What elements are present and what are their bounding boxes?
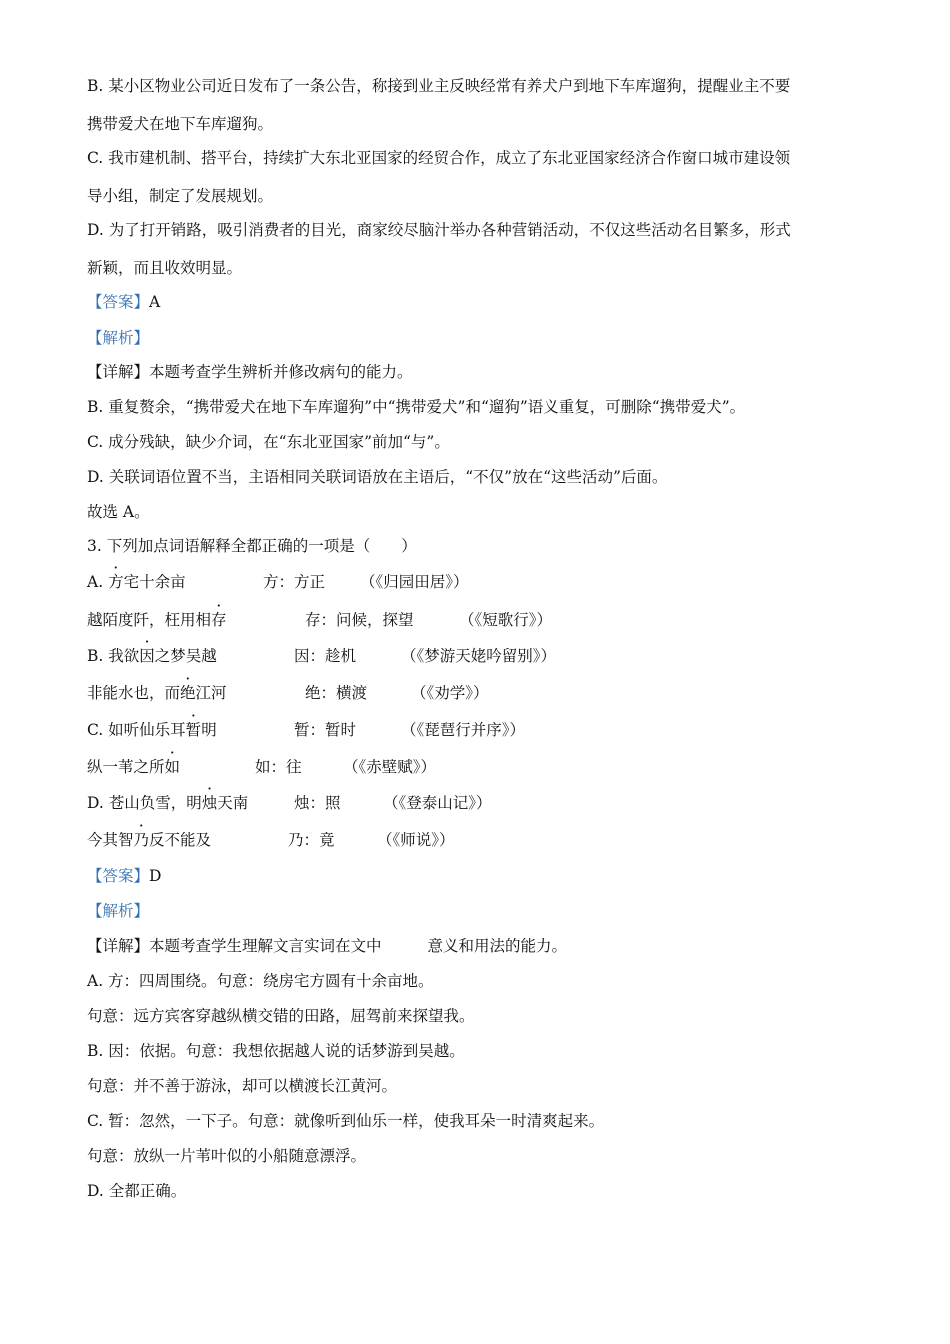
row-source: （《短歌行》） (459, 611, 553, 629)
answer-tag: 【答案】 (87, 867, 150, 885)
q3-row (87, 683, 489, 703)
row-text: 越陌度阡，枉用相 (87, 611, 212, 629)
row-text: B. 我欲 (87, 647, 140, 665)
dotted-word: 存 (211, 611, 227, 629)
row-meaning: 烛：照 (294, 794, 341, 812)
row-text: 明 (201, 721, 217, 739)
q3-row (87, 830, 455, 850)
answer-value: D (149, 867, 162, 885)
row-text: 天南 (217, 794, 249, 812)
dotted-word: 因 (139, 647, 155, 665)
row-text: D. 苍山负雪，明 (87, 794, 202, 812)
q3-explain: D. 全都正确。 (87, 1182, 187, 1200)
detail-text: 本题考查学生辨析并修改病句的能力。 (149, 363, 413, 381)
q3-analysis-tag: 【解析】 (87, 902, 150, 920)
dotted-word: 方 (108, 573, 124, 591)
q3-explain: 句意：远方宾客穿越纵横交错的田路，屈驾前来探望我。 (87, 1007, 475, 1025)
q3-stem: 3. 下列加点词语解释全都正确的一项是（ ） (87, 537, 417, 555)
q3-explain: C. 暂：忽然，一下子。句意：就像听到仙乐一样，使我耳朵一时清爽起来。 (87, 1112, 605, 1130)
q3-explain: A. 方：四周围绕。句意：绕房宅方圆有十余亩地。 (87, 972, 434, 990)
q3-explain: B. 因：依据。句意：我想依据越人说的话梦游到吴越。 (87, 1042, 465, 1060)
q2-option-d-line2: 新颖，而且收效明显。 (87, 259, 243, 277)
q3-row (87, 646, 557, 666)
row-meaning: 如：往 (255, 758, 302, 776)
q3-explain: 句意：放纵一片苇叶似的小船随意漂浮。 (87, 1147, 367, 1165)
row-meaning: 乃：竟 (288, 831, 335, 849)
q3-explain: 句意：并不善于游泳，却可以横渡长江黄河。 (87, 1077, 398, 1095)
row-source: （《赤壁赋》） (343, 758, 437, 776)
q2-answer (87, 292, 160, 312)
q2-explain-c: C. 成分残缺，缺少介词，在“东北亚国家”前加“与”。 (87, 433, 450, 451)
q3-row (87, 757, 437, 777)
row-text: 江河 (195, 684, 227, 702)
q2-option-b-line2: 携带爱犬在地下车库遛狗。 (87, 115, 274, 133)
row-text: 纵一苇之所 (87, 758, 165, 776)
q2-conclusion: 故选 A。 (87, 503, 150, 521)
row-text: 今其智 (87, 831, 134, 849)
row-meaning: 绝：横渡 (305, 684, 368, 702)
detail-tag: 【详解】 (87, 363, 150, 381)
q3-detail (87, 936, 567, 956)
row-source: （《归园田居》） (360, 573, 469, 591)
row-meaning: 因：趁机 (294, 647, 357, 665)
dotted-word: 绝 (180, 684, 196, 702)
dotted-word: 暂 (185, 721, 202, 739)
q2-detail (87, 362, 413, 382)
q2-option-d-line1: D. 为了打开销路，吸引消费者的目光，商家绞尽脑汁举办各种营销活动，不仅这些活动名目繁多，形式 (87, 221, 791, 239)
answer-value: A (149, 293, 161, 311)
detail-tag: 【详解】 (87, 937, 150, 955)
row-text: 非能水也，而 (87, 684, 181, 702)
row-source: （《师说》） (377, 831, 455, 849)
q2-explain-d: D. 关联词语位置不当，主语相同关联词语放在主语后，“不仅”放在“这些活动”后面。 (87, 468, 668, 486)
q3-row (87, 572, 469, 592)
row-source: （《劝学》） (411, 684, 489, 702)
row-meaning: 存：问候，探望 (305, 611, 414, 629)
dotted-word: 烛 (201, 794, 218, 812)
row-text: A. (87, 573, 109, 591)
q3-row (87, 720, 526, 740)
answer-tag: 【答案】 (87, 293, 150, 311)
q2-explain-b: B. 重复赘余，“携带爱犬在地下车库遛狗”中“携带爱犬”和“遛狗”语义重复，可删除“携带爱犬”。 (87, 398, 746, 416)
q3-answer (87, 866, 161, 886)
detail-text: 意义和用法的能力。 (427, 937, 568, 955)
row-source: （《梦游天姥吟留别》） (401, 647, 557, 665)
row-meaning: 暂：暂时 (294, 721, 357, 739)
row-text: 反不能及 (149, 831, 212, 849)
detail-text: 本题考查学生理解文言实词在文中 (149, 937, 382, 955)
row-source: （《登泰山记》） (383, 794, 492, 812)
row-text: 之梦吴越 (154, 647, 217, 665)
row-source: （《琵琶行并序》） (401, 721, 526, 739)
dotted-word: 如 (164, 758, 181, 776)
row-meaning: 方：方正 (263, 573, 326, 591)
q2-option-c-line2: 导小组，制定了发展规划。 (87, 187, 274, 205)
q3-row (87, 610, 553, 630)
q2-option-c-line1: C. 我市建机制、搭平台，持续扩大东北亚国家的经贸合作，成立了东北亚国家经济合作窗口城市建设领 (87, 149, 791, 167)
q2-analysis-tag: 【解析】 (87, 329, 150, 347)
row-text: C. 如听仙乐耳 (87, 721, 186, 739)
row-text: 宅十余亩 (123, 573, 186, 591)
q3-row (87, 793, 492, 813)
q2-option-b-line1: B. 某小区物业公司近日发布了一条公告，称接到业主反映经常有养犬户到地下车库遛狗，提醒业主不要 (87, 77, 791, 95)
dotted-word: 乃 (133, 831, 150, 849)
